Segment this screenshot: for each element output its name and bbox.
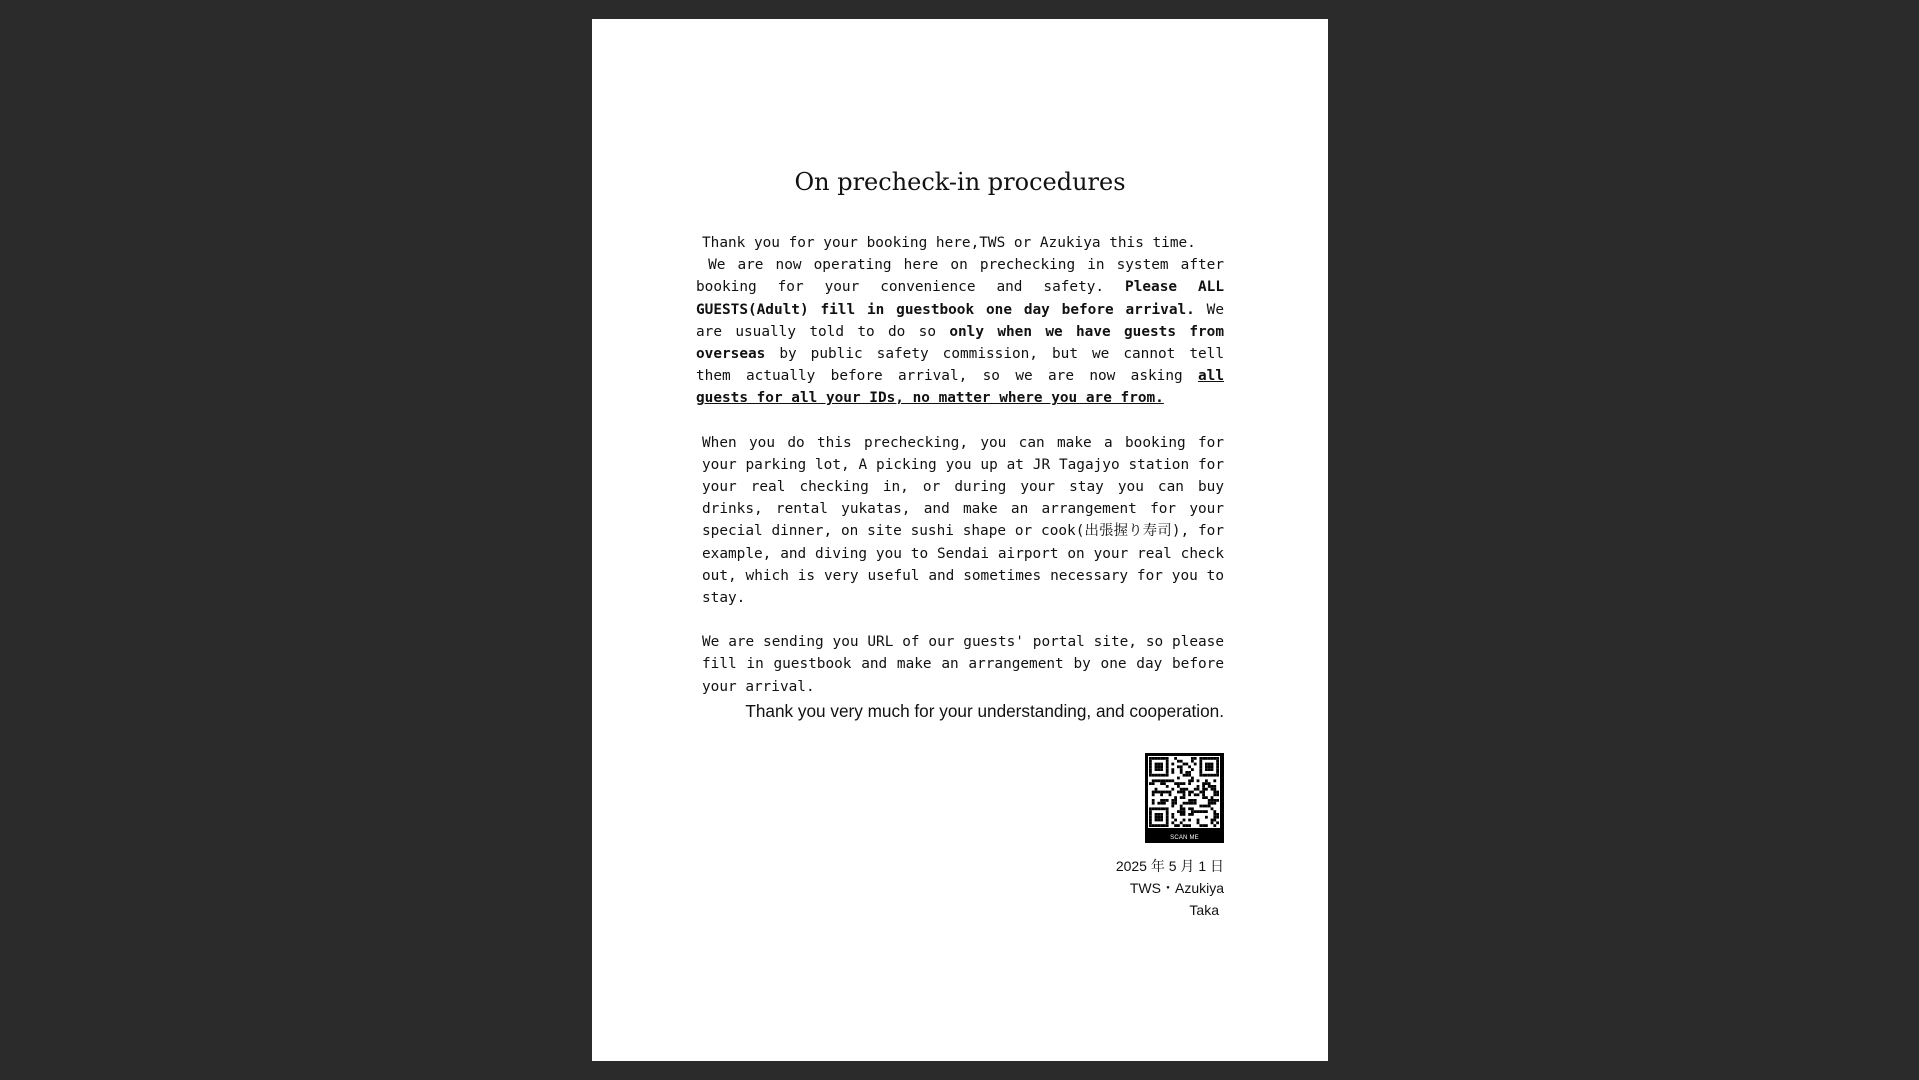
thanks-line: Thank you very much for your understanding, and cooperation. xyxy=(745,701,1224,721)
signature-org: TWS・Azukiya xyxy=(1129,880,1224,896)
qr-code-icon xyxy=(1145,753,1224,833)
intro-bold-underline-ids: all guests for all your IDs, no matter where you are from. xyxy=(696,368,1224,407)
document-page xyxy=(592,19,1328,1061)
signature-name: Taka xyxy=(1189,902,1219,918)
paragraph-intro xyxy=(696,254,1224,409)
signature-block xyxy=(972,855,1224,921)
paragraph-intro-line: Thank you for your booking here,TWS or Azukiya this time. xyxy=(702,235,1196,251)
document-title: On precheck-in procedures xyxy=(794,168,1126,196)
intro-bold-overseas: only when we have guests from overseas xyxy=(696,323,1224,363)
signature-date: 2025 年 5 月 1 日 xyxy=(1115,858,1224,874)
intro-text-2: We are usually told to do so xyxy=(696,301,1225,340)
qr-code[interactable] xyxy=(1145,753,1224,843)
paragraph-services: When you do this prechecking, you can make a booking for your parking lot, A picking you up at JR Tagajyo station for your real checking in, or during your stay you can buy drinks, rental yukatas, and make an arrangement for your special dinner, on site sushi shape or cook(出張握り寿司), for example, and diving you to Sendai airport on your real check out, which is very useful and sometimes necessary for you to stay. xyxy=(702,434,1224,607)
intro-text-1: We are now operating here on prechecking in system after booking for your convenience and safety. xyxy=(696,257,1224,296)
document-body xyxy=(696,232,1224,698)
paragraph-portal: We are sending you URL of our guests' portal site, so please fill in guestbook and make an arrangement by one day before your arrival. xyxy=(702,634,1224,695)
qr-caption: SCAN ME xyxy=(1170,835,1199,841)
intro-bold-request: Please ALL GUESTS(Adult) fill in guestbook one day before arrival. xyxy=(696,279,1224,318)
intro-text-3: by public safety commission, but we cannot tell them actually before arrival, so we are now asking xyxy=(696,346,1224,385)
